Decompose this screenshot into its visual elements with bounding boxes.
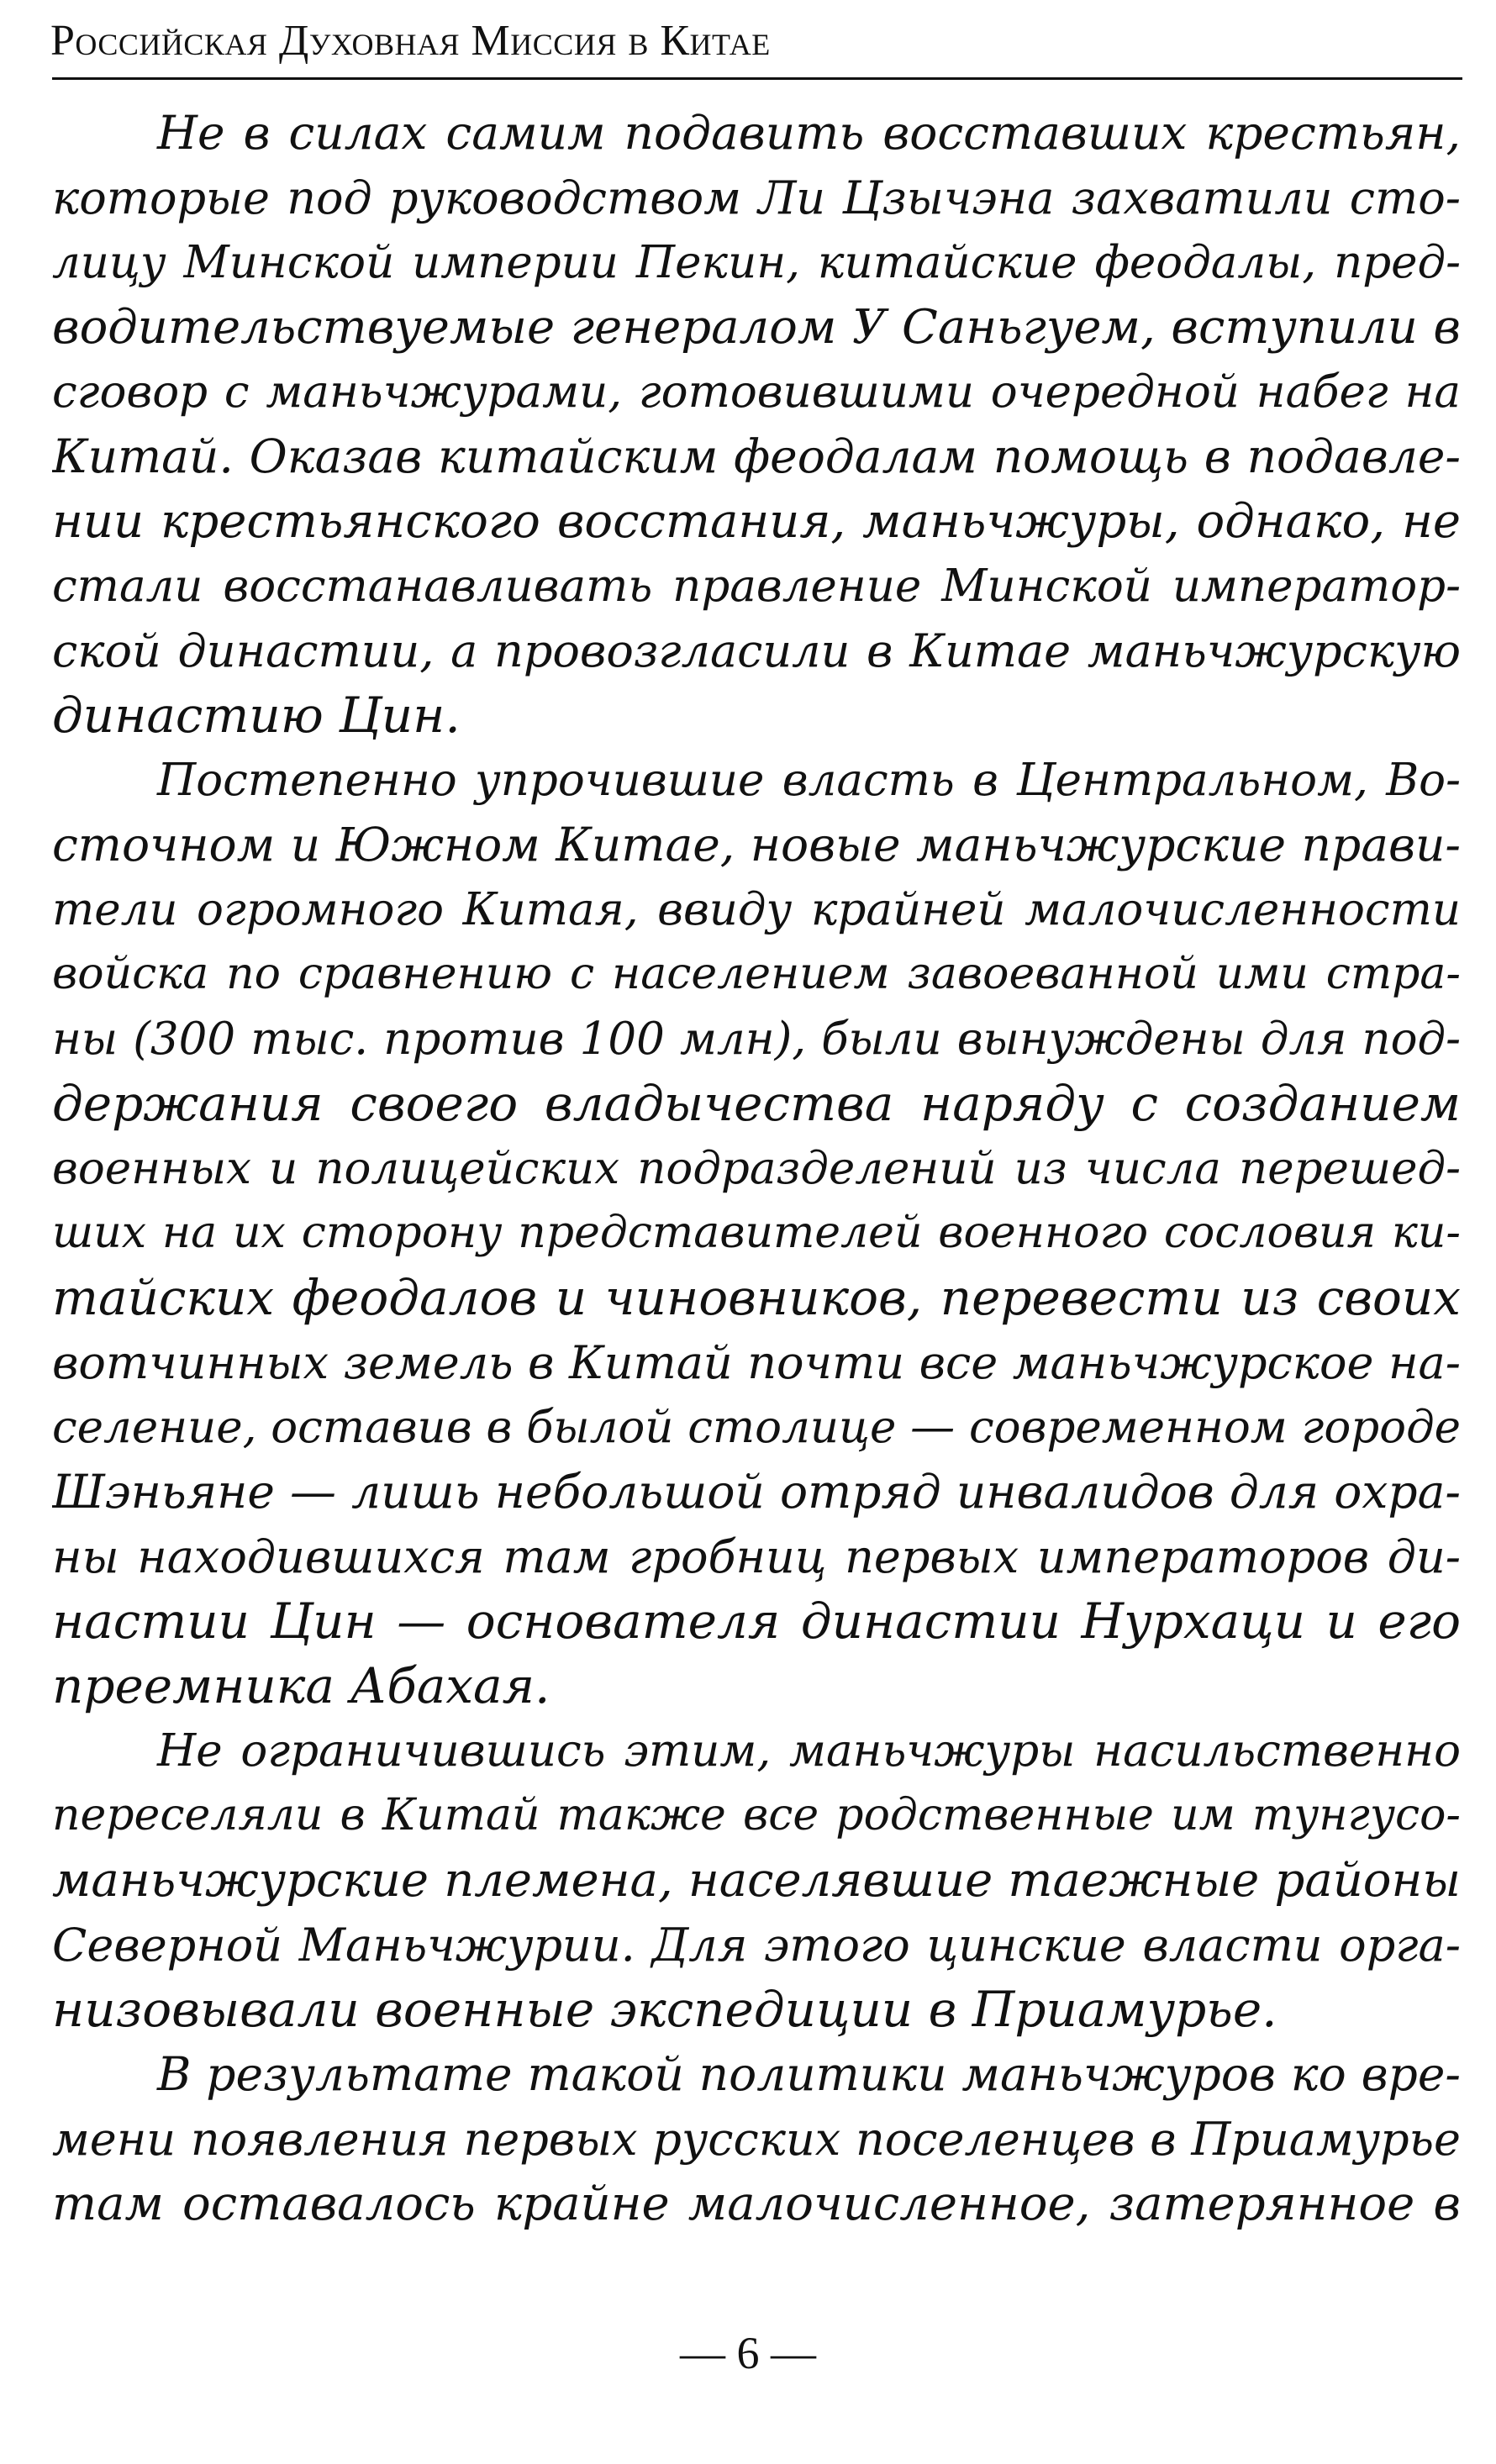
text-line: которые под руководством Ли Цзычэна захватили сто- — [52, 171, 1461, 224]
text-line: сговор с маньчжурами, готовившими очередной набег на — [52, 366, 1461, 418]
text-line: водительствуемые генералом У Саньгуем, вступили в — [52, 300, 1461, 355]
text-line: войска по сравнению с населением завоеванной ими стра- — [52, 949, 1461, 999]
text-line: тайских феодалов и чиновников, перевести из своих — [52, 1269, 1461, 1326]
text-line: В результате такой политики маньчжуров ко вре- — [157, 2047, 1461, 2101]
text-line: династию Цин. — [52, 687, 461, 744]
text-line: преемника Абахая. — [52, 1657, 550, 1714]
text-line: нии крестьянского восстания, маньчжуры, однако, не — [52, 494, 1461, 549]
body-text — [52, 101, 1461, 2236]
text-line: ской династии, а провозгласили в Китае маньчжурскую — [52, 624, 1461, 677]
text-line: переселяли в Китай также все родственные им тунгусо- — [52, 1790, 1461, 1840]
text-line: Не в силах самим подавить восставших крестьян, — [157, 106, 1461, 160]
text-line: низовывали военные экспедиции в Приамурье. — [52, 1981, 1277, 2038]
text-line: военных и полицейских подразделений из числа перешед- — [52, 1143, 1461, 1194]
paragraph-3 — [52, 1719, 1461, 2042]
text-line: там оставалось крайне малочисленное, затерянное в — [52, 2177, 1461, 2231]
text-line: ны (300 тыс. против 100 млн), были вынуждены для под- — [52, 1014, 1461, 1065]
running-head-title: Российская Духовная Миссия в Китае — [50, 17, 771, 65]
text-line: тели огромного Китая, ввиду крайней малочисленности — [52, 884, 1461, 935]
text-line: сточном и Южном Китае, новые маньчжурские прави- — [52, 818, 1461, 871]
paragraph-1 — [52, 101, 1461, 748]
text-line: Шэньяне — лишь небольшой отряд инвалидов для охра- — [52, 1465, 1461, 1519]
paragraph-2 — [52, 748, 1461, 1719]
text-line: Постепенно упрочившие власть в Центральном, Во- — [157, 755, 1461, 806]
text-line: лицу Минской империи Пекин, китайские феодалы, пред- — [52, 237, 1461, 288]
text-line: Не ограничившись этим, маньчжуры насильственно — [157, 1725, 1461, 1777]
text-line: ны находившихся там гробниц первых императоров ди- — [52, 1530, 1461, 1583]
text-line: вотчинных земель в Китай почти все маньчжурское на- — [52, 1336, 1461, 1389]
text-line: маньчжурские племена, населявшие таежные районы — [52, 1853, 1461, 1908]
text-line: ших на их сторону представителей военного сословия ки- — [52, 1208, 1461, 1258]
paragraph-4 — [52, 2042, 1461, 2236]
text-line: держания своего владычества наряду с созданием — [52, 1075, 1461, 1132]
text-line: стали восстанавливать правление Минской император- — [52, 561, 1461, 612]
text-line: настии Цин — основателя династии Нурхаци и его — [52, 1593, 1461, 1650]
text-line: мени появления первых русских поселенцев в Приамурье — [52, 2113, 1461, 2166]
text-line: селение, оставив в былой столице — современном городе — [52, 1402, 1461, 1453]
text-line: Северной Маньчжурии. Для этого цинские власти орга- — [52, 1919, 1461, 1972]
header-rule — [52, 77, 1462, 80]
text-line: Китай. Оказав китайским феодалам помощь в подавле- — [52, 429, 1461, 483]
page-number: — 6 — — [680, 2328, 816, 2378]
